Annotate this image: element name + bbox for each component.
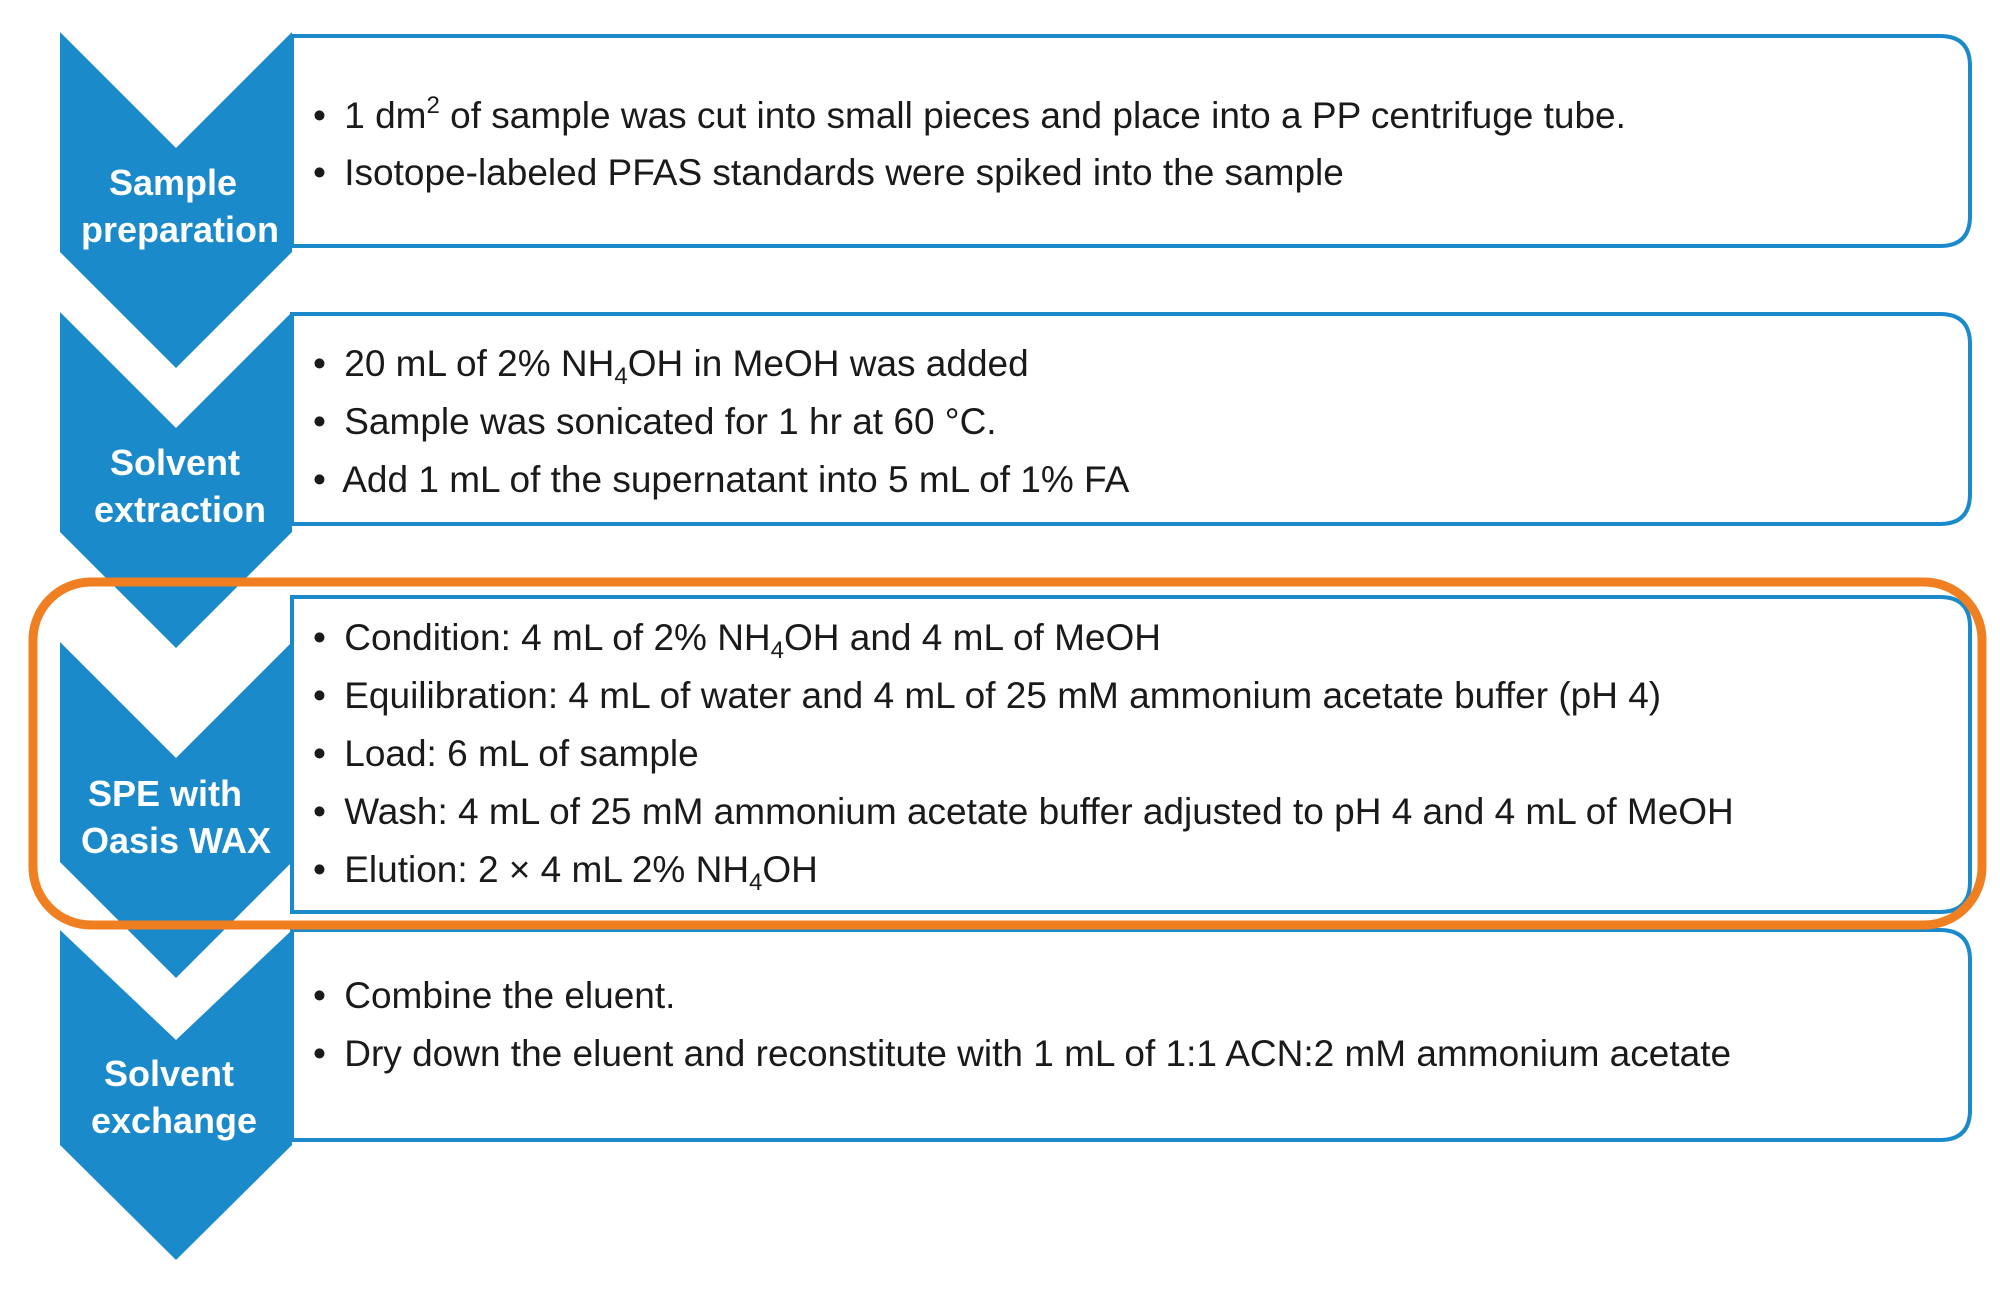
exchange-item-combine: • Combine the eluent. (313, 975, 676, 1016)
extraction-item-sonicate: • Sample was sonicated for 1 hr at 60 °C. (313, 401, 997, 442)
spe-label: SPE with Oasis WAX (80, 773, 272, 861)
sample-preparation-label: Sample preparation (80, 162, 280, 250)
spe-item-wash: • Wash: 4 mL of 25 mM ammonium acetate buffer adjusted to pH 4 and 4 mL of MeOH (313, 791, 1734, 832)
sample-prep-item-cut: • 1 $dm^2$ of sample was cut into small pieces and place into a PP centrifuge tube. (313, 92, 1626, 136)
sample-preparation-panel (292, 36, 1970, 246)
solvent-exchange-chevron (60, 930, 292, 1260)
spe-item-load: • Load: 6 mL of sample (313, 733, 699, 774)
solvent-extraction-label: Solvent extraction (93, 442, 267, 530)
solvent-exchange-label: Solvent exchange (90, 1053, 258, 1141)
spe-item-condition: • Condition: 4 mL of 2% $NH_4OH$ and 4 mL of MeOH (313, 617, 1161, 664)
extraction-item-supernatant: • Add 1 mL of the supernatant into 5 mL of 1% FA (313, 459, 1130, 500)
sample-prep-item-spike: • Isotope-labeled PFAS standards were spiked into the sample (313, 152, 1344, 193)
spe-item-elution: • Elution: 2 × 4 mL 2% $NH_4OH$ (313, 849, 818, 896)
exchange-item-reconstitute: • Dry down the eluent and reconstitute with 1 mL of 1:1 ACN:2 mM ammonium acetate (313, 1033, 1732, 1074)
spe-item-equilibration: • Equilibration: 4 mL of water and 4 mL of 25 mM ammonium acetate buffer (pH 4) (313, 675, 1662, 716)
extraction-item-add: • 20 mL of 2% $NH_4OH$ in MeOH was added (313, 343, 1029, 390)
